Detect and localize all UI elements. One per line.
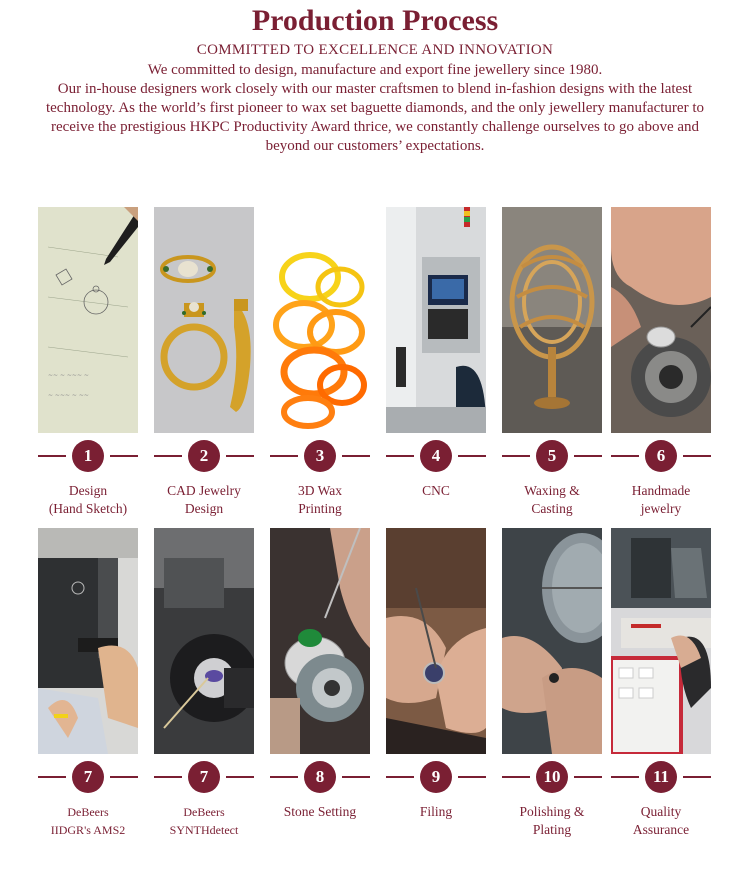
filing-photo bbox=[386, 528, 486, 754]
step-number-badge: 1 bbox=[72, 440, 104, 472]
step-number-badge: 6 bbox=[645, 440, 677, 472]
step-label: Waxing & Casting bbox=[524, 483, 580, 516]
step-label: Quality Assurance bbox=[632, 804, 690, 837]
step-label: Stone Setting bbox=[283, 804, 357, 819]
step-label: CNC bbox=[422, 483, 450, 498]
step-label: DeBeers SYNTHdetect bbox=[169, 805, 239, 837]
step-number-badge: 3 bbox=[304, 440, 336, 472]
svg-text:~~ ~ ~~~ ~: ~~ ~ ~~~ ~ bbox=[48, 372, 89, 379]
synthdetect-photo bbox=[154, 528, 254, 754]
step-number-row bbox=[38, 761, 138, 793]
step-number-badge: 8 bbox=[304, 761, 336, 793]
svg-text:~ ~~~ ~ ~~: ~ ~~~ ~ ~~ bbox=[48, 392, 89, 399]
step-number-row bbox=[611, 761, 711, 793]
step-label: CAD Jewelry Design bbox=[167, 483, 241, 516]
step-number-badge: 7 bbox=[72, 761, 104, 793]
step-label: Polishing & Plating bbox=[519, 804, 585, 837]
step-number-row bbox=[502, 761, 602, 793]
wax-printing-photo bbox=[270, 207, 370, 433]
step-number-badge: 4 bbox=[420, 440, 452, 472]
step-label: DeBeers IIDGR's AMS2 bbox=[50, 805, 126, 837]
step-number-row bbox=[154, 761, 254, 793]
step-number-row bbox=[611, 440, 711, 472]
quality-assurance-photo bbox=[611, 528, 711, 754]
step-number-badge: 7 bbox=[188, 761, 220, 793]
step-number-badge: 10 bbox=[536, 761, 568, 793]
handmade-photo bbox=[611, 207, 711, 433]
polishing-photo bbox=[502, 528, 602, 754]
step-number-row bbox=[154, 440, 254, 472]
cnc-machine-photo bbox=[386, 207, 486, 433]
step-number-badge: 11 bbox=[645, 761, 677, 793]
step-number-row bbox=[386, 440, 486, 472]
stone-setting-photo bbox=[270, 528, 370, 754]
page-subtitle: COMMITTED TO EXCELLENCE AND INNOVATION bbox=[196, 42, 554, 58]
casting-tree-photo bbox=[502, 207, 602, 433]
step-number-row bbox=[270, 761, 370, 793]
intro-line-2: Our in-house designers work closely with our master craftsmen to blend in-fashion designs with the latest technology. As the world’s first pioneer to wax set baguette diamonds, and the only jewellery manufacturer to receive the prestigious HKPC Productivity Award thrice, we constantly challenge ourselves to go above and beyond our customers’ expectations. bbox=[45, 81, 704, 154]
cad-design-photo bbox=[154, 207, 254, 433]
step-number-badge: 2 bbox=[188, 440, 220, 472]
step-label: 3D Wax Printing bbox=[297, 483, 343, 516]
step-number-badge: 5 bbox=[536, 440, 568, 472]
step-label: Design (Hand Sketch) bbox=[48, 483, 128, 516]
page-title: Production Process bbox=[251, 4, 499, 37]
step-number-row bbox=[270, 440, 370, 472]
intro-text bbox=[40, 61, 710, 156]
step-label: Handmade jewelry bbox=[631, 483, 691, 516]
step-label: Filing bbox=[419, 804, 453, 819]
ams2-machine-photo bbox=[38, 528, 138, 754]
intro-line-1: We committed to design, manufacture and export fine jewellery since 1980. bbox=[147, 62, 603, 78]
step-number-row bbox=[386, 761, 486, 793]
step-number-row bbox=[38, 440, 138, 472]
hand-sketch-photo bbox=[38, 207, 138, 433]
step-number-row bbox=[502, 440, 602, 472]
step-number-badge: 9 bbox=[420, 761, 452, 793]
